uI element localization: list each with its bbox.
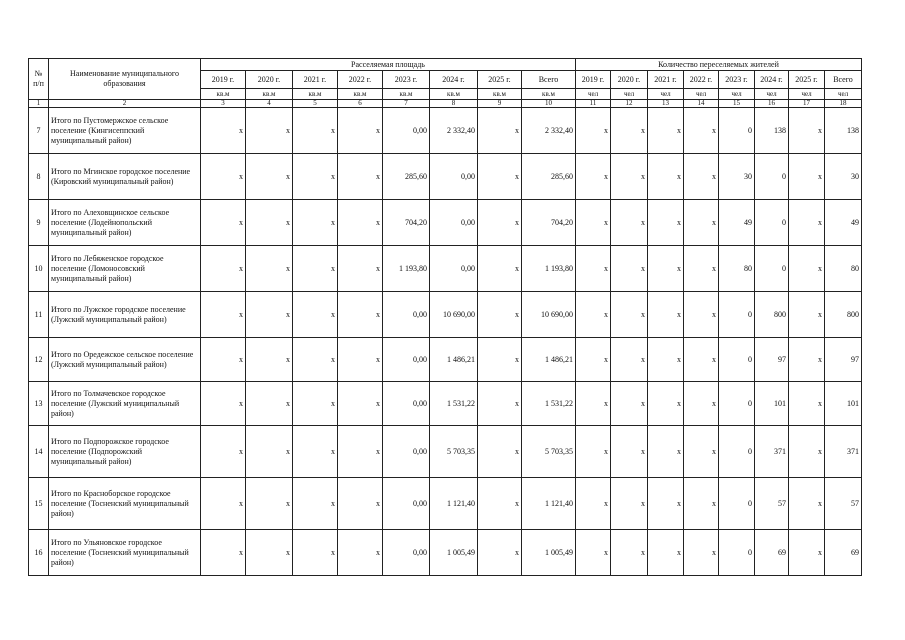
people-value: 30 [825, 154, 862, 200]
table-row [29, 292, 862, 338]
area-value: 1 531,22 [522, 382, 576, 426]
people-unit-header: чел [755, 89, 789, 100]
row-number: 12 [29, 338, 49, 382]
people-value: 0 [719, 382, 755, 426]
table-row [29, 108, 862, 154]
area-value: 704,20 [522, 200, 576, 246]
people-value: 0 [755, 246, 789, 292]
table-row [29, 200, 862, 246]
table-body [29, 108, 862, 576]
people-value: x [684, 338, 719, 382]
people-value: x [789, 246, 825, 292]
people-year-header: 2022 г. [684, 71, 719, 89]
area-value: 0,00 [383, 426, 430, 478]
resettlement-table [28, 58, 862, 576]
people-value: 0 [719, 338, 755, 382]
area-value: 5 703,35 [522, 426, 576, 478]
area-value: x [478, 292, 522, 338]
people-value: 0 [719, 292, 755, 338]
people-value: x [684, 200, 719, 246]
area-value: x [478, 530, 522, 576]
municipality-name: Итого по Толмачевское городское поселение (Лужский муниципальный район) [49, 382, 201, 426]
area-value: 0,00 [383, 292, 430, 338]
people-value: x [648, 478, 684, 530]
people-value: x [789, 154, 825, 200]
area-value: x [293, 200, 338, 246]
row-number: 9 [29, 200, 49, 246]
people-year-header: 2019 г. [576, 71, 611, 89]
area-value: x [293, 292, 338, 338]
area-value: x [246, 338, 293, 382]
people-value: 0 [719, 530, 755, 576]
people-value: x [576, 530, 611, 576]
people-value: 800 [825, 292, 862, 338]
people-value: x [576, 200, 611, 246]
area-value: x [293, 108, 338, 154]
area-value: x [246, 246, 293, 292]
area-value: 285,60 [383, 154, 430, 200]
municipality-name: Итого по Оредежское сельское поселение (Лужский муниципальный район) [49, 338, 201, 382]
area-value: x [293, 154, 338, 200]
people-value: x [576, 108, 611, 154]
people-value: x [789, 478, 825, 530]
area-value: 2 332,40 [522, 108, 576, 154]
people-value: x [684, 154, 719, 200]
area-value: 2 332,40 [430, 108, 478, 154]
area-value: 1 005,49 [430, 530, 478, 576]
column-number: 18 [825, 100, 862, 108]
area-value: 0,00 [430, 154, 478, 200]
municipality-name: Итого по Мгинское городское поселение (Кировский муниципальный район) [49, 154, 201, 200]
column-number: 11 [576, 100, 611, 108]
area-unit-header: кв.м [246, 89, 293, 100]
people-value: x [611, 200, 648, 246]
area-value: x [338, 382, 383, 426]
area-value: x [478, 426, 522, 478]
area-value: x [478, 246, 522, 292]
area-value: 1 005,49 [522, 530, 576, 576]
table-row [29, 338, 862, 382]
people-value: 0 [719, 426, 755, 478]
people-year-header: 2023 г. [719, 71, 755, 89]
people-value: 101 [755, 382, 789, 426]
col-header-number: № п/п [29, 59, 49, 100]
people-value: x [789, 292, 825, 338]
people-value: x [611, 246, 648, 292]
people-value: 371 [755, 426, 789, 478]
area-unit-header: кв.м [383, 89, 430, 100]
area-value: x [338, 338, 383, 382]
people-unit-header: чел [789, 89, 825, 100]
area-unit-header: кв.м [478, 89, 522, 100]
people-value: x [611, 426, 648, 478]
people-value: 49 [719, 200, 755, 246]
area-value: x [246, 530, 293, 576]
area-value: x [201, 530, 246, 576]
people-value: x [576, 478, 611, 530]
table-row [29, 530, 862, 576]
people-value: x [611, 154, 648, 200]
area-unit-header: кв.м [430, 89, 478, 100]
people-value: 371 [825, 426, 862, 478]
people-value: x [576, 382, 611, 426]
people-value: 80 [719, 246, 755, 292]
area-year-header: 2022 г. [338, 71, 383, 89]
municipality-name: Итого по Лебяженское городское поселение (Ломоносовский муниципальный район) [49, 246, 201, 292]
people-value: 0 [719, 478, 755, 530]
column-number: 3 [201, 100, 246, 108]
area-value: x [201, 200, 246, 246]
people-value: 97 [825, 338, 862, 382]
people-value: x [576, 338, 611, 382]
table-row [29, 426, 862, 478]
people-value: x [576, 426, 611, 478]
area-year-header: 2025 г. [478, 71, 522, 89]
people-unit-header: чел [825, 89, 862, 100]
area-value: x [478, 382, 522, 426]
column-number: 17 [789, 100, 825, 108]
row-number: 11 [29, 292, 49, 338]
column-number: 12 [611, 100, 648, 108]
people-value: x [789, 530, 825, 576]
people-value: x [611, 530, 648, 576]
people-value: 69 [825, 530, 862, 576]
area-value: 0,00 [383, 108, 430, 154]
people-value: x [611, 338, 648, 382]
people-value: 0 [755, 200, 789, 246]
people-value: x [684, 530, 719, 576]
people-value: 138 [825, 108, 862, 154]
row-number: 14 [29, 426, 49, 478]
people-value: x [648, 108, 684, 154]
people-value: x [611, 108, 648, 154]
people-value: x [648, 382, 684, 426]
area-value: x [338, 292, 383, 338]
area-value: 1 193,80 [522, 246, 576, 292]
people-value: x [611, 292, 648, 338]
people-value: 80 [825, 246, 862, 292]
area-value: x [338, 530, 383, 576]
area-value: 0,00 [383, 478, 430, 530]
table-row [29, 154, 862, 200]
area-value: x [338, 426, 383, 478]
area-value: x [201, 382, 246, 426]
area-value: 1 121,40 [430, 478, 478, 530]
area-value: 5 703,35 [430, 426, 478, 478]
people-value: 800 [755, 292, 789, 338]
table-row [29, 246, 862, 292]
area-year-header: 2023 г. [383, 71, 430, 89]
people-unit-header: чел [611, 89, 648, 100]
municipality-name: Итого по Подпорожское городское поселение (Подпорожский муниципальный район) [49, 426, 201, 478]
people-value: 101 [825, 382, 862, 426]
people-value: x [684, 292, 719, 338]
area-value: x [201, 154, 246, 200]
area-value: 1 486,21 [522, 338, 576, 382]
row-number: 8 [29, 154, 49, 200]
area-value: x [478, 154, 522, 200]
row-number: 15 [29, 478, 49, 530]
col-header-name: Наименование муниципального образования [49, 59, 201, 100]
area-value: 1 121,40 [522, 478, 576, 530]
people-value: x [576, 154, 611, 200]
people-year-header: Всего [825, 71, 862, 89]
people-value: 57 [825, 478, 862, 530]
area-value: x [246, 478, 293, 530]
area-year-header: 2021 г. [293, 71, 338, 89]
area-value: 10 690,00 [430, 292, 478, 338]
people-value: x [648, 530, 684, 576]
area-year-header: 2020 г. [246, 71, 293, 89]
area-unit-header: кв.м [338, 89, 383, 100]
area-value: x [338, 154, 383, 200]
area-unit-header: кв.м [201, 89, 246, 100]
area-value: x [293, 246, 338, 292]
area-value: x [246, 382, 293, 426]
municipality-name: Итого по Ульяновское городское поселение (Тосненский муниципальный район) [49, 530, 201, 576]
people-value: x [611, 478, 648, 530]
municipality-name: Итого по Красноборское городское поселение (Тосненский муниципальный район) [49, 478, 201, 530]
people-value: x [684, 108, 719, 154]
column-number: 16 [755, 100, 789, 108]
area-value: 0,00 [430, 200, 478, 246]
municipality-name: Итого по Лужское городское поселение (Лужский муниципальный район) [49, 292, 201, 338]
area-value: 1 193,80 [383, 246, 430, 292]
area-value: 0,00 [383, 530, 430, 576]
column-number: 6 [338, 100, 383, 108]
people-value: x [648, 154, 684, 200]
people-value: 0 [719, 108, 755, 154]
area-value: x [338, 200, 383, 246]
people-value: 97 [755, 338, 789, 382]
people-unit-header: чел [719, 89, 755, 100]
people-value: 49 [825, 200, 862, 246]
area-value: 285,60 [522, 154, 576, 200]
people-value: x [789, 426, 825, 478]
area-year-header: Всего [522, 71, 576, 89]
area-unit-header: кв.м [293, 89, 338, 100]
area-unit-header: кв.м [522, 89, 576, 100]
area-value: x [338, 246, 383, 292]
people-value: x [648, 292, 684, 338]
group-header-area: Расселяемая площадь [201, 59, 576, 71]
people-value: x [648, 338, 684, 382]
people-year-header: 2024 г. [755, 71, 789, 89]
area-value: x [293, 530, 338, 576]
area-value: x [293, 426, 338, 478]
people-value: x [789, 200, 825, 246]
area-value: x [201, 426, 246, 478]
column-number: 8 [430, 100, 478, 108]
column-number: 1 [29, 100, 49, 108]
area-value: x [201, 246, 246, 292]
area-value: x [246, 426, 293, 478]
area-value: 0,00 [383, 382, 430, 426]
area-value: x [246, 154, 293, 200]
people-unit-header: чел [576, 89, 611, 100]
people-value: x [789, 108, 825, 154]
area-value: x [293, 338, 338, 382]
people-value: 69 [755, 530, 789, 576]
row-number: 13 [29, 382, 49, 426]
row-number: 7 [29, 108, 49, 154]
area-value: x [478, 108, 522, 154]
area-value: x [201, 108, 246, 154]
column-number: 14 [684, 100, 719, 108]
people-value: x [684, 426, 719, 478]
people-value: 0 [755, 154, 789, 200]
area-value: 704,20 [383, 200, 430, 246]
area-value: x [293, 382, 338, 426]
people-value: x [648, 426, 684, 478]
municipality-name: Итого по Алеховщинское сельское поселение (Лодейнопольский муниципальный район) [49, 200, 201, 246]
area-value: 10 690,00 [522, 292, 576, 338]
area-value: x [201, 338, 246, 382]
area-value: x [338, 108, 383, 154]
area-value: x [201, 292, 246, 338]
table-row [29, 382, 862, 426]
column-number: 5 [293, 100, 338, 108]
area-value: x [478, 478, 522, 530]
people-value: 30 [719, 154, 755, 200]
area-value: x [246, 200, 293, 246]
area-value: 0,00 [430, 246, 478, 292]
people-value: x [789, 382, 825, 426]
people-value: 57 [755, 478, 789, 530]
people-value: x [611, 382, 648, 426]
area-value: x [478, 200, 522, 246]
table-row [29, 478, 862, 530]
area-value: x [293, 478, 338, 530]
column-number: 4 [246, 100, 293, 108]
column-number: 9 [478, 100, 522, 108]
area-value: x [201, 478, 246, 530]
area-value: 1 531,22 [430, 382, 478, 426]
column-number: 2 [49, 100, 201, 108]
column-number: 15 [719, 100, 755, 108]
municipality-name: Итого по Пустомержское сельское поселение (Кингисеппский муниципальный район) [49, 108, 201, 154]
area-value: x [338, 478, 383, 530]
area-value: x [246, 292, 293, 338]
people-value: x [576, 292, 611, 338]
people-value: x [648, 246, 684, 292]
people-year-header: 2021 г. [648, 71, 684, 89]
row-number: 10 [29, 246, 49, 292]
column-number: 13 [648, 100, 684, 108]
people-value: x [684, 478, 719, 530]
column-number: 10 [522, 100, 576, 108]
area-value: 0,00 [383, 338, 430, 382]
people-year-header: 2020 г. [611, 71, 648, 89]
people-value: x [648, 200, 684, 246]
area-value: x [246, 108, 293, 154]
area-year-header: 2019 г. [201, 71, 246, 89]
people-value: x [576, 246, 611, 292]
people-value: x [789, 338, 825, 382]
column-number: 7 [383, 100, 430, 108]
group-header-people: Количество переселяемых жителей [576, 59, 862, 71]
area-value: 1 486,21 [430, 338, 478, 382]
people-unit-header: чел [648, 89, 684, 100]
people-unit-header: чел [684, 89, 719, 100]
people-value: x [684, 382, 719, 426]
people-value: 138 [755, 108, 789, 154]
row-number: 16 [29, 530, 49, 576]
area-year-header: 2024 г. [430, 71, 478, 89]
people-year-header: 2025 г. [789, 71, 825, 89]
people-value: x [684, 246, 719, 292]
area-value: x [478, 338, 522, 382]
